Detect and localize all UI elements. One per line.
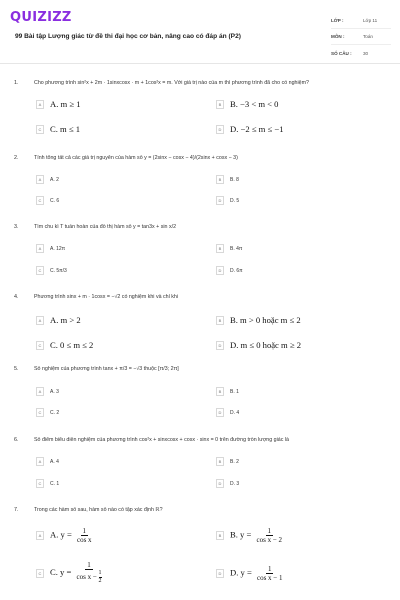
option-letter: B	[216, 457, 224, 466]
fraction	[75, 561, 104, 585]
meta-row-subject	[331, 29, 391, 45]
meta-value: Toán	[363, 34, 373, 39]
option-letter: B	[216, 531, 224, 540]
option-a[interactable]	[36, 457, 59, 466]
formula-lhs: y =	[240, 529, 252, 540]
option-letter: A	[36, 316, 44, 325]
option-letter: D	[216, 125, 224, 134]
option-c[interactable]	[36, 408, 59, 417]
option-a[interactable]	[36, 244, 65, 253]
option-letter: C	[36, 408, 44, 417]
question-text: Tìm chu kì T tuần hoàn của đồ thị hàm số y = tan3x + sin x/2	[34, 224, 177, 230]
option-letter: D	[216, 408, 224, 417]
fraction	[255, 527, 285, 544]
option-label: B.	[230, 529, 238, 540]
option-text: D. 4	[230, 409, 240, 416]
inner-fraction	[99, 570, 102, 585]
option-text	[50, 527, 95, 544]
option-d[interactable]	[216, 479, 239, 488]
option-letter: C	[36, 341, 44, 350]
option-b[interactable]	[216, 387, 239, 396]
numerator: 1	[87, 561, 91, 569]
formula-lhs: y =	[240, 567, 252, 578]
option-text: A. m ≥ 1	[50, 99, 81, 109]
option-letter: A	[36, 531, 44, 540]
option-b[interactable]	[216, 315, 301, 325]
header	[0, 0, 400, 64]
option-text: B. 1	[230, 388, 239, 395]
option-d[interactable]	[216, 408, 239, 417]
numerator: 1	[267, 527, 272, 535]
option-label: A.	[50, 529, 59, 540]
option-letter: A	[36, 387, 44, 396]
option-text: A. 4	[50, 458, 59, 465]
option-text: A. 3	[50, 388, 59, 395]
option-letter: C	[36, 196, 44, 205]
option-letter: D	[216, 569, 224, 578]
option-letter: B	[216, 316, 224, 325]
option-text: C. 1	[50, 480, 60, 487]
option-letter: A	[36, 457, 44, 466]
option-text	[230, 565, 286, 582]
meta-value: 30	[363, 50, 369, 56]
option-text: B. −3 < m < 0	[230, 99, 279, 109]
option-text: A. 2	[50, 176, 59, 183]
meta-value: Lớp 11	[363, 18, 378, 23]
meta-info	[331, 13, 391, 61]
inner-denominator: 2	[98, 578, 102, 584]
option-a[interactable]	[36, 315, 81, 325]
option-text: B. 2	[230, 458, 239, 465]
question-number: 3.	[14, 224, 19, 230]
option-d[interactable]	[216, 266, 243, 275]
fraction	[75, 527, 94, 544]
meta-key: SỐ CÂU :	[331, 50, 352, 56]
option-d[interactable]	[216, 196, 239, 205]
option-letter: B	[216, 244, 224, 253]
denominator-prefix: cos x −	[76, 573, 97, 582]
option-c[interactable]	[36, 340, 93, 350]
question-number: 7.	[14, 507, 19, 513]
numerator: 1	[82, 527, 87, 535]
option-d[interactable]	[216, 565, 286, 582]
option-b[interactable]	[216, 99, 278, 109]
question-number: 1.	[14, 80, 19, 86]
option-letter: B	[216, 387, 224, 396]
option-text	[230, 527, 285, 544]
question-number: 5.	[14, 366, 19, 372]
option-b[interactable]	[216, 527, 285, 544]
fraction	[255, 565, 285, 582]
meta-key: MÔN :	[331, 34, 345, 39]
option-c[interactable]	[36, 479, 59, 488]
option-text: B. 8	[230, 176, 239, 183]
meta-row-class	[331, 13, 391, 29]
option-a[interactable]	[36, 387, 59, 396]
option-text: D. 6π	[230, 267, 243, 274]
option-letter: B	[216, 100, 224, 109]
option-letter: B	[216, 175, 224, 184]
option-text: C. 6	[50, 197, 60, 204]
option-b[interactable]	[216, 244, 242, 253]
option-text: C. 5π/3	[50, 267, 67, 274]
option-c[interactable]	[36, 196, 59, 205]
quizizz-logo: QUIZIZZ	[10, 10, 72, 25]
option-letter: D	[216, 341, 224, 350]
denominator: cos x − 1	[256, 574, 283, 582]
question-text: Tính tổng tất cả các giá trị nguyên của hàm số y = (2sinx − cosx − 4)/(2sinx + cosx − 3)	[34, 155, 238, 161]
option-c[interactable]	[36, 561, 105, 585]
option-letter: D	[216, 266, 224, 275]
option-d[interactable]	[216, 124, 284, 134]
option-letter: C	[36, 569, 44, 578]
question-number: 2.	[14, 155, 19, 161]
denominator	[75, 570, 104, 585]
option-letter: D	[216, 479, 224, 488]
formula-lhs: y =	[60, 529, 72, 540]
option-letter: C	[36, 266, 44, 275]
option-text: A. 12π	[50, 245, 66, 252]
option-text	[50, 561, 105, 585]
option-text: B. m > 0 hoặc m ≤ 2	[230, 315, 301, 325]
option-letter: C	[36, 479, 44, 488]
option-text: D. m ≤ 0 hoặc m ≥ 2	[230, 340, 302, 350]
denominator: cos x − 2	[256, 536, 283, 544]
option-b[interactable]	[216, 175, 239, 184]
option-text: D. −2 ≤ m ≤ −1	[230, 124, 284, 134]
question-number: 4.	[14, 294, 19, 300]
question-text: Số điểm biểu diễn nghiệm của phương trình cos²x + sinxcosx + cosx · sinx = 0 trên đường tròn lượng giác là	[34, 437, 289, 443]
option-c[interactable]	[36, 124, 80, 134]
option-letter: A	[36, 244, 44, 253]
option-letter: D	[216, 196, 224, 205]
option-letter: A	[36, 175, 44, 184]
option-c[interactable]	[36, 266, 67, 275]
option-a[interactable]	[36, 99, 81, 109]
option-text: C. 2	[50, 409, 60, 416]
option-text: D. 3	[230, 480, 240, 487]
option-text: D. 5	[230, 197, 240, 204]
meta-key: LỚP :	[331, 18, 344, 23]
option-text: C. m ≤ 1	[50, 124, 81, 134]
question-text: Phương trình sinx + m · 1cosx = −√2 có nghiệm khi và chỉ khi	[34, 294, 179, 300]
inner-numerator: 1	[98, 570, 102, 576]
question-text: Số nghiệm của phương trình tanx + π/3 = −√3 thuộc [π/3; 2π]	[34, 366, 179, 372]
document-title: 99 Bài tập Lượng giác từ đề thi đại học cơ bản, nâng cao có đáp án (P2)	[15, 33, 241, 40]
option-label: C.	[50, 566, 58, 577]
numerator: 1	[267, 565, 272, 573]
option-letter: A	[36, 100, 44, 109]
option-a[interactable]	[36, 175, 59, 184]
question-text: Cho phương trình sin²x + 2m · 1sinxcosx · m + 1cos²x = m. Với giá trị nào của m thì phương trình đã cho có nghiệm?	[34, 80, 309, 86]
formula-lhs: y =	[60, 566, 72, 577]
option-text: C. 0 ≤ m ≤ 2	[50, 340, 94, 350]
option-b[interactable]	[216, 457, 239, 466]
option-a[interactable]	[36, 527, 95, 544]
denominator: cos x	[76, 536, 92, 544]
question-text: Trong các hàm số sau, hàm số nào có tập xác định ℝ?	[34, 507, 163, 513]
meta-row-count	[331, 45, 391, 61]
option-label: D.	[230, 567, 239, 578]
option-letter: C	[36, 125, 44, 134]
option-text: B. 4π	[230, 245, 243, 252]
question-number: 6.	[14, 437, 19, 443]
option-d[interactable]	[216, 340, 301, 350]
option-text: A. m > 2	[50, 315, 81, 325]
